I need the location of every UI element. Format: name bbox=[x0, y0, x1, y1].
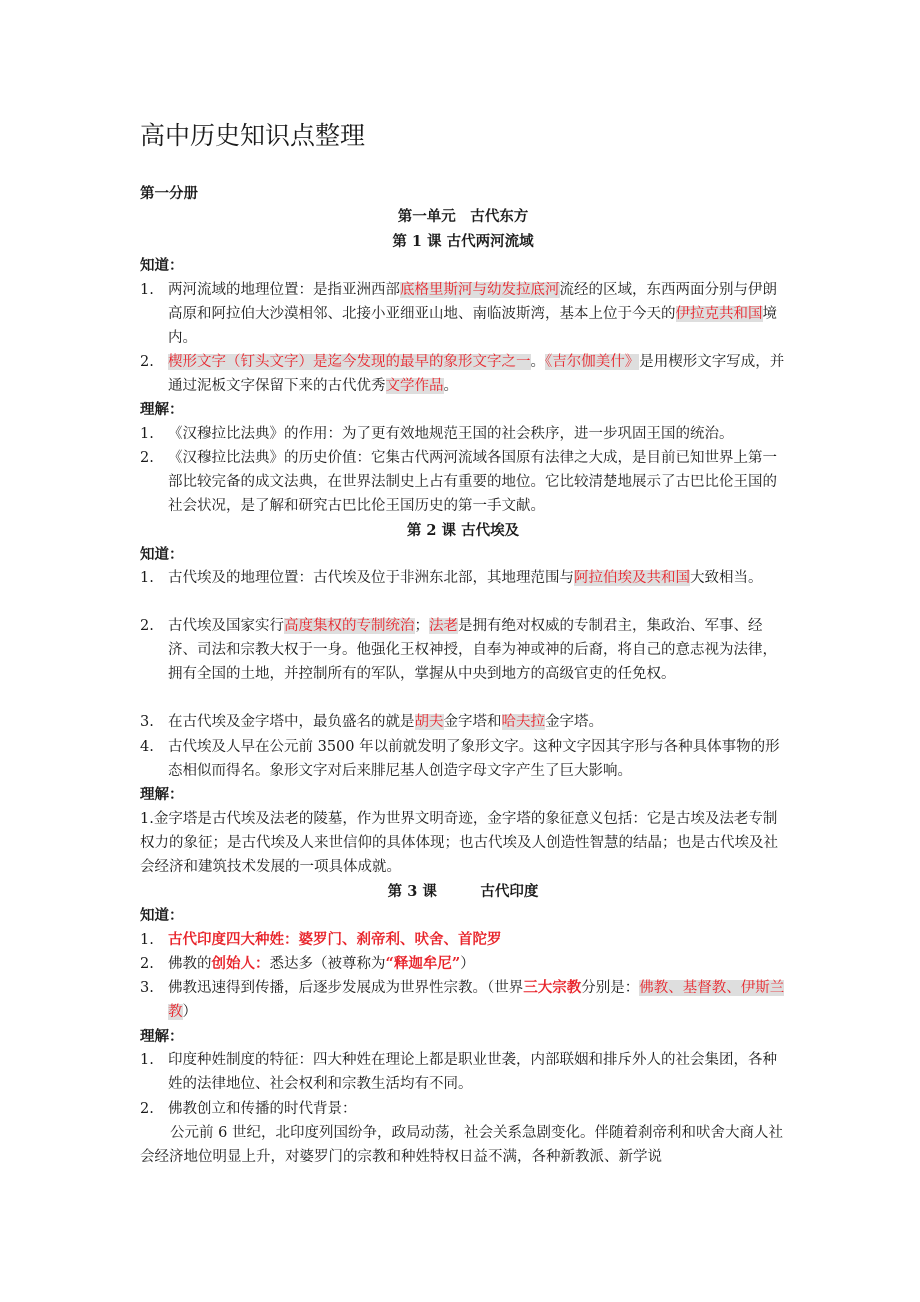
lesson2-know-item-4 bbox=[140, 735, 786, 783]
list-number: 3. bbox=[140, 980, 154, 996]
highlight-text: 楔形文字（钉头文字）是迄今发现的最早的象形文字之一 bbox=[168, 354, 531, 370]
list-number: 1. bbox=[140, 932, 154, 948]
list-number: 1. bbox=[140, 426, 154, 442]
text-run: 金字塔和 bbox=[443, 714, 502, 730]
emphasis-text: “释迦牟尼” bbox=[385, 955, 461, 972]
list-number: 1. bbox=[140, 282, 154, 298]
text-run: 分别是： bbox=[581, 980, 640, 996]
list-number: 2. bbox=[140, 354, 154, 370]
lesson1-understand-item-2 bbox=[140, 446, 786, 518]
text-run: ； bbox=[414, 618, 429, 634]
highlight-text: 底格里斯河与幼发拉底河 bbox=[400, 282, 560, 298]
lesson2-know-item-3 bbox=[140, 710, 786, 734]
list-number: 4. bbox=[140, 739, 154, 755]
list-number: 1. bbox=[140, 570, 154, 586]
highlight-text: 高度集权的专制统治 bbox=[284, 618, 415, 634]
lesson2-know-label: 知道： bbox=[140, 546, 184, 563]
lesson1-know-label: 知道： bbox=[140, 257, 184, 274]
text-run: 境内。 bbox=[168, 306, 777, 346]
lesson3-know-label: 知道： bbox=[140, 907, 184, 924]
lesson1-understand-label: 理解： bbox=[140, 401, 184, 418]
lesson2-title: 第 2 课 古代埃及 bbox=[406, 522, 520, 539]
highlight-text: 文学作品 bbox=[385, 378, 444, 394]
lesson3-understand-item-1 bbox=[140, 1048, 786, 1096]
lesson3-know-item-2 bbox=[140, 952, 786, 976]
text-run: 是拥有绝对权威的专制君主，集政治、军事、经济、司法和宗教大权于一身。他强化王权神授，自奉为神或神的后裔，将自己的意志视为法律，拥有全国的土地，并控制所有的军队，掌握从中央到地方的高级官吏的任免权。 bbox=[168, 618, 777, 682]
text-run: 悉达多（被尊称为 bbox=[269, 956, 386, 972]
text-run: 在古代埃及金字塔中，最负盛名的就是 bbox=[168, 714, 415, 730]
lesson2-understand-paragraph: 1.金字塔是古代埃及法老的陵墓，作为世界文明奇迹，金字塔的象征意义包括：它是古埃及法老专制权力的象征；是古代埃及人来世信仰的具体体现；也古代埃及人创造性智慧的结晶；也是古代埃及社会经济和建筑技术发展的一项具体成就。 bbox=[140, 811, 778, 875]
lesson3-understand-item-2 bbox=[140, 1097, 786, 1121]
text-run: ） bbox=[460, 956, 475, 972]
text-run: 古代埃及国家实行 bbox=[168, 618, 284, 634]
list-number: 2. bbox=[140, 956, 154, 972]
list-text: 古代印度四大种姓：婆罗门、刹帝利、吠舍、首陀罗 bbox=[168, 931, 502, 948]
list-number: 2. bbox=[140, 450, 154, 466]
text-run: 。 bbox=[443, 378, 458, 394]
lesson3-understand-label: 理解： bbox=[140, 1028, 184, 1045]
text-run: 是用楔形文字写成，并通过泥板文字保留下来的古代优秀 bbox=[168, 354, 785, 394]
lesson1-understand-item-1 bbox=[140, 422, 786, 446]
text-run: 金字塔。 bbox=[545, 714, 603, 730]
list-text: 《汉穆拉比法典》的作用：为了更有效地规范王国的社会秩序，进一步巩固王国的统治。 bbox=[168, 426, 734, 442]
text-run: 。 bbox=[530, 354, 545, 370]
lesson2-know-item-1 bbox=[140, 566, 786, 590]
text-run: 两河流域的地理位置：是指亚洲西部 bbox=[168, 282, 400, 298]
list-number: 2. bbox=[140, 1101, 154, 1117]
emphasis-text: 创始人： bbox=[211, 955, 270, 972]
lesson1-know-item-1 bbox=[140, 278, 786, 350]
highlight-text: 《吉尔伽美什》 bbox=[545, 354, 640, 370]
lesson3-know-item-1 bbox=[140, 928, 786, 952]
lesson3-know-item-3 bbox=[140, 976, 786, 1024]
text-run: 佛教的 bbox=[168, 956, 212, 972]
lesson3-title: 第 3 课 古代印度 bbox=[387, 883, 539, 900]
lesson3-background-paragraph: 公元前 6 世纪，北印度列国纷争，政局动荡，社会关系急剧变化。伴随着刹帝利和吠舍大商人社会经济地位明显上升，对婆罗门的宗教和种姓特权日益不满，各种新教派、新学说 bbox=[140, 1125, 783, 1165]
document-title: 高中历史知识点整理 bbox=[140, 121, 366, 150]
highlight-text: 法老 bbox=[429, 618, 458, 634]
list-text: 佛教创立和传播的时代背景： bbox=[168, 1101, 357, 1117]
emphasis-text: 三大宗教 bbox=[523, 979, 582, 996]
list-text: 古代埃及人早在公元前 3500 年以前就发明了象形文字。这种文字因其字形与各种具体事物的形态相似而得名。象形文字对后来腓尼基人创造字母文字产生了巨大影响。 bbox=[168, 739, 780, 779]
text-run: 流经的区域，东西两面分别与伊朗高原和阿拉伯大沙漠相邻、北接小亚细亚山地、南临波斯湾，基本上位于今天的 bbox=[168, 282, 777, 322]
highlight-text: 佛教、基督教、伊斯兰教 bbox=[168, 980, 785, 1020]
list-text: 印度种姓制度的特征：四大种姓在理论上都是职业世袭，内部联姻和排斥外人的社会集团，各种姓的法律地位、社会权利和宗教生活均有不同。 bbox=[168, 1052, 777, 1092]
text-run: 佛教迅速得到传播，后逐步发展成为世界性宗教。（世界 bbox=[168, 980, 524, 996]
highlight-text: 阿拉伯埃及共和国 bbox=[574, 570, 690, 586]
highlight-text: 胡夫 bbox=[414, 714, 444, 730]
lesson2-understand-label: 理解： bbox=[140, 786, 184, 803]
unit-heading: 第一单元 古代东方 bbox=[397, 208, 529, 225]
list-text: 《汉穆拉比法典》的历史价值：它集古代两河流域各国原有法律之大成，是目前已知世界上第一部比较完备的成文法典，在世界法制史上占有重要的地位。它比较清楚地展示了古巴比伦王国的社会状况，是了解和研究古巴比伦王国历史的第一手文献。 bbox=[168, 450, 777, 514]
lesson1-know-item-2 bbox=[140, 350, 786, 398]
lesson1-title: 第 1 课 古代两河流域 bbox=[392, 233, 534, 250]
highlight-text: 伊拉克共和国 bbox=[675, 306, 763, 322]
volume-heading: 第一分册 bbox=[140, 185, 198, 202]
text-run: 古代埃及的地理位置：古代埃及位于非洲东北部，其地理范围与 bbox=[168, 570, 574, 586]
list-number: 1. bbox=[140, 1052, 154, 1068]
lesson2-know-item-2 bbox=[140, 614, 786, 686]
text-run: 大致相当。 bbox=[690, 570, 763, 586]
highlight-text: 哈夫拉 bbox=[501, 714, 545, 730]
list-number: 2. bbox=[140, 618, 154, 634]
text-run: ） bbox=[182, 1004, 197, 1020]
list-number: 3. bbox=[140, 714, 154, 730]
